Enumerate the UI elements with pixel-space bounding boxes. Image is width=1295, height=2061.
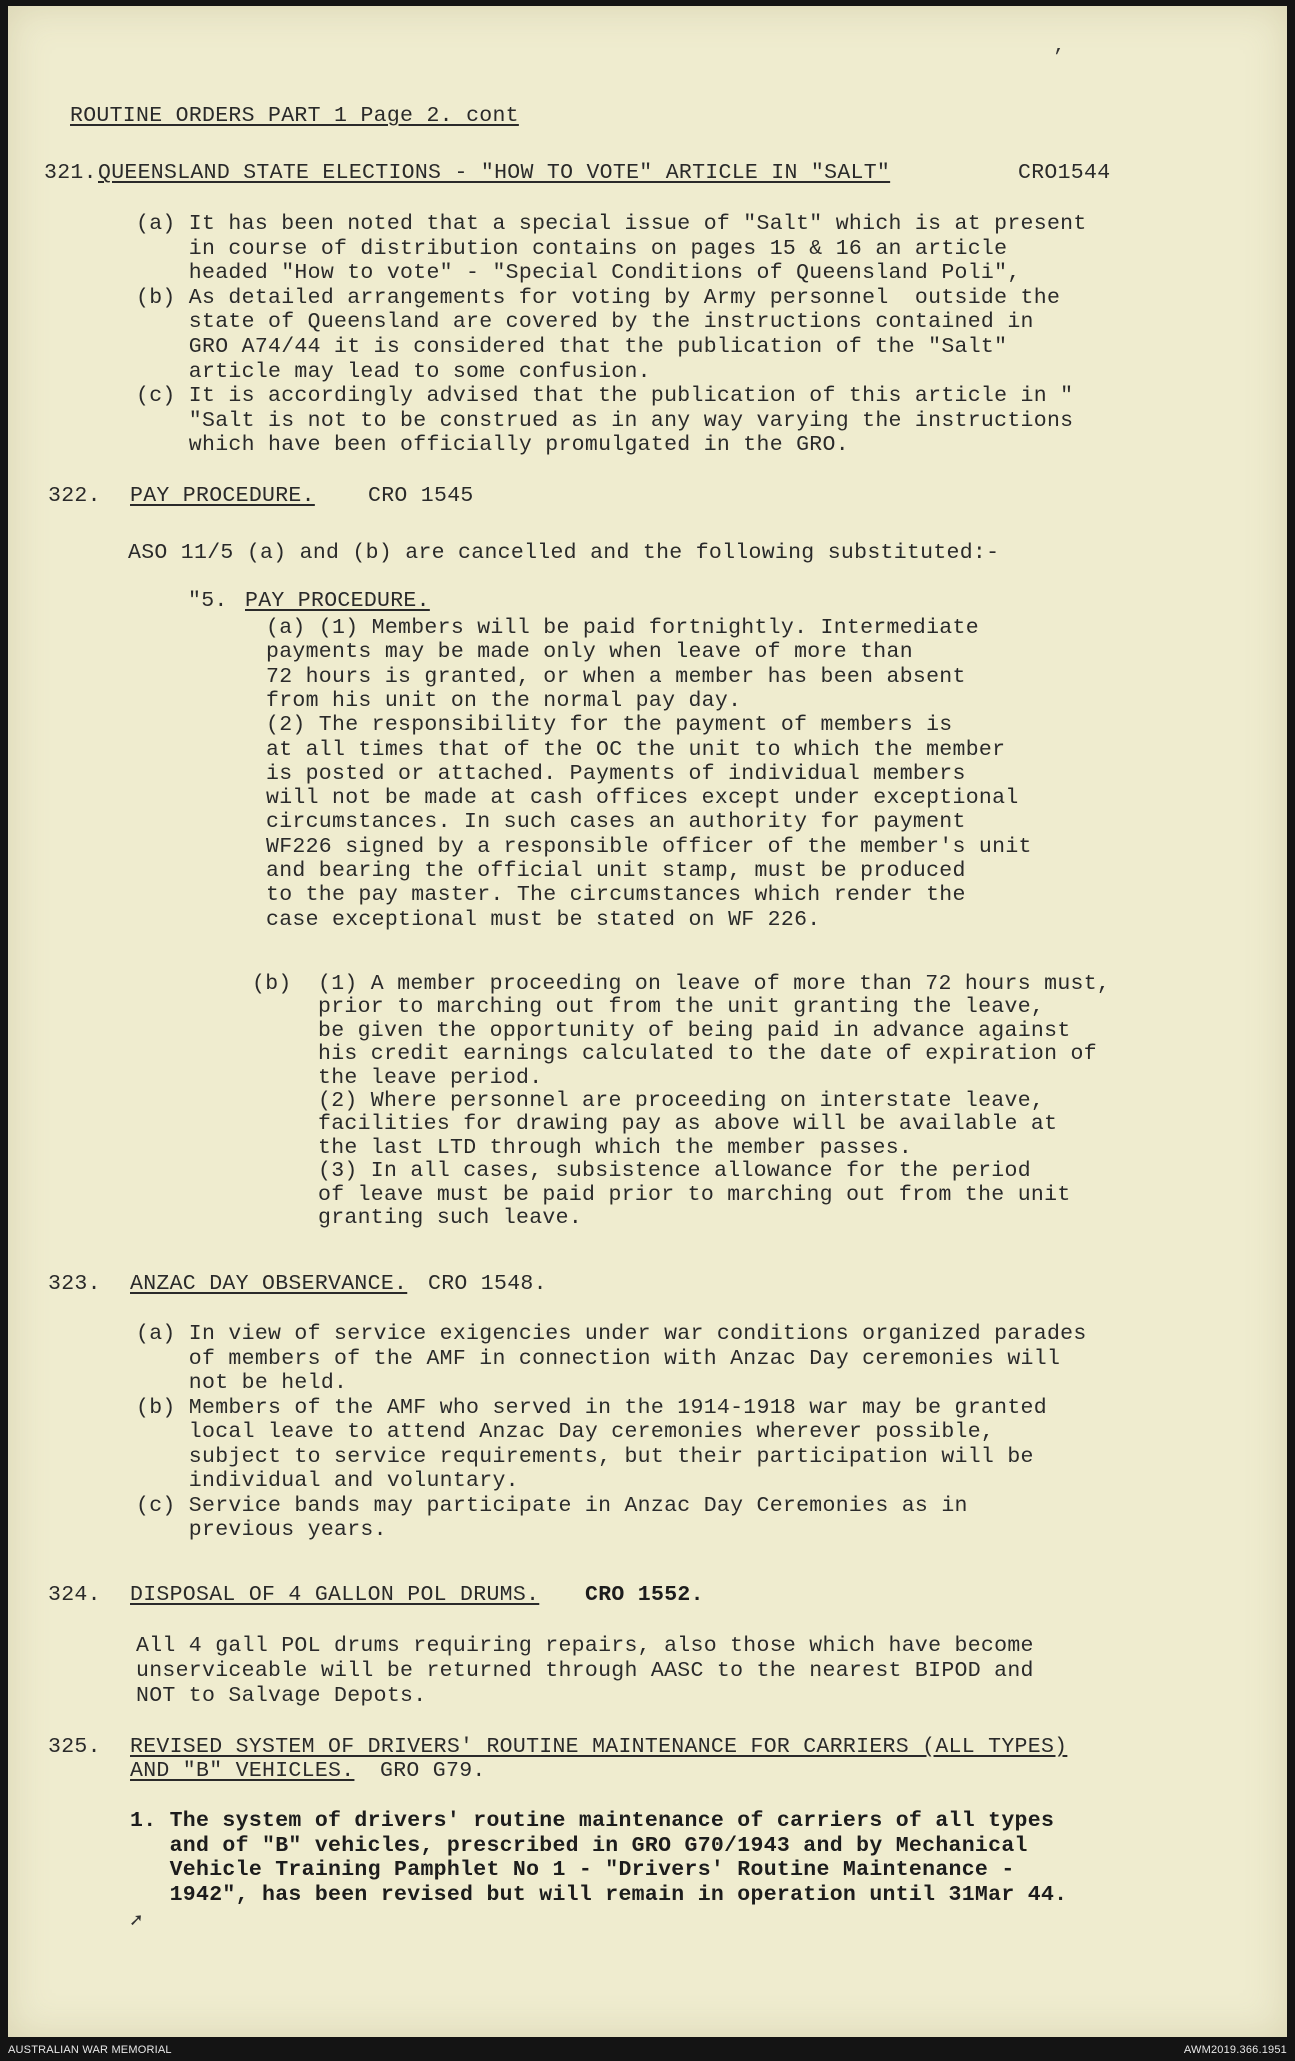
text-line: (2) Where personnel are proceeding on interstate leave, bbox=[318, 1089, 1045, 1113]
text-line: (c) It is accordingly advised that the publication of this article in " bbox=[136, 384, 1074, 409]
text-line: which have been officially promulgated in the GRO. bbox=[136, 433, 849, 458]
section-321-ref: CRO1544 bbox=[1018, 161, 1111, 185]
section-324-number: 324. bbox=[48, 1583, 101, 1607]
text-line: prior to marching out from the unit granting the leave, bbox=[318, 995, 1045, 1020]
text-line: payments may be made only when leave of more than bbox=[266, 640, 913, 665]
section-321-heading: QUEENSLAND STATE ELECTIONS - "HOW TO VOTE" ARTICLE IN "SALT" bbox=[98, 161, 891, 185]
text-line: (a) It has been noted that a special issue of "Salt" which is at present bbox=[136, 212, 1087, 236]
text-line: unserviceable will be returned through AASC to the nearest BIPOD and bbox=[136, 1659, 1034, 1683]
text-line: previous years. bbox=[136, 1518, 387, 1542]
text-line: GRO A74/44 it is considered that the publication of the "Salt" bbox=[136, 335, 1008, 359]
text-line: (b) As detailed arrangements for voting by Army personnel outside the bbox=[136, 285, 1061, 310]
text-line: of members of the AMF in connection with Anzac Day ceremonies will bbox=[136, 1346, 1061, 1371]
text-line: (3) In all cases, subsistence allowance for the period bbox=[318, 1159, 1031, 1184]
text-line: circumstances. In such cases an authority for payment bbox=[266, 810, 966, 835]
text-line: Vehicle Training Pamphlet No 1 - "Drivers' Routine Maintenance - bbox=[130, 1858, 1015, 1882]
text-line: 72 hours is granted, or when a member has been absent bbox=[266, 664, 966, 689]
document-page bbox=[8, 6, 1287, 2037]
text-line: in course of distribution contains on pages 15 & 16 an article bbox=[136, 236, 1008, 261]
section-323-number: 323. bbox=[48, 1272, 101, 1296]
text-line: 1942", has been revised but will remain in operation until 31Mar 44. bbox=[130, 1882, 1068, 1907]
text-line: (c) Service bands may participate in Anzac Day Ceremonies as in bbox=[136, 1493, 968, 1518]
text-line: local leave to attend Anzac Day ceremonies wherever possible, bbox=[136, 1420, 995, 1444]
text-line: the last LTD through which the member passes. bbox=[318, 1135, 913, 1160]
text-line: (2) The responsibility for the payment of members is bbox=[266, 713, 953, 738]
text-line: All 4 gall POL drums requiring repairs, also those which have become bbox=[136, 1634, 1034, 1658]
text-line: and of "B" vehicles, prescribed in GRO G70/1943 and by Mechanical bbox=[130, 1833, 1028, 1858]
section-325-ref: GRO G79. bbox=[380, 1759, 486, 1783]
text-line: (1) A member proceeding on leave of more than 72 hours must, bbox=[318, 972, 1111, 996]
section-325-number: 325. bbox=[48, 1735, 101, 1759]
text-line: article may lead to some confusion. bbox=[136, 359, 651, 384]
text-line: 1. The system of drivers' routine maintenance of carriers of all types bbox=[130, 1809, 1055, 1833]
text-line: individual and voluntary. bbox=[136, 1469, 519, 1493]
text-line: case exceptional must be stated on WF 226. bbox=[266, 907, 821, 932]
text-line: (b) Members of the AMF who served in the 1914-1918 war may be granted bbox=[136, 1395, 1047, 1420]
text-line: state of Queensland are covered by the instructions contained in bbox=[136, 310, 1034, 335]
ink-mark: ’ bbox=[1052, 47, 1065, 70]
text-line: is posted or attached. Payments of individual members bbox=[266, 761, 966, 786]
text-line: of leave must be paid prior to marching out from the unit bbox=[318, 1182, 1071, 1207]
footer-accession-number: AWM2019.366.1951 bbox=[1183, 2044, 1287, 2056]
text-line: subject to service requirements, but their participation will be bbox=[136, 1444, 1034, 1469]
text-line: be given the opportunity of being paid in advance against bbox=[318, 1018, 1071, 1043]
text-line: (a) (1) Members will be paid fortnightly. Intermediate bbox=[266, 616, 979, 640]
text-line: granting such leave. bbox=[318, 1206, 583, 1230]
text-line: and bearing the official unit stamp, must be produced bbox=[266, 859, 966, 883]
text-line: headed "How to vote" - "Special Conditions of Queensland Poli", bbox=[136, 261, 1021, 286]
subsection-5-number: "5. bbox=[188, 589, 228, 613]
text-line: not be held. bbox=[136, 1371, 348, 1395]
section-323-ref: CRO 1548. bbox=[428, 1272, 547, 1296]
pencil-mark: ➚ bbox=[130, 1911, 143, 1934]
section-322-ref: CRO 1545 bbox=[368, 484, 474, 508]
section-325-heading-line-2: AND "B" VEHICLES. bbox=[130, 1759, 355, 1783]
page-header: ROUTINE ORDERS PART 1 Page 2. cont bbox=[70, 104, 519, 128]
subsection-5-heading: PAY PROCEDURE. bbox=[245, 589, 430, 613]
text-line: at all times that of the OC the unit to which the member bbox=[266, 737, 1006, 762]
text-line: facilities for drawing pay as above will be available at bbox=[318, 1112, 1058, 1137]
text-line: the leave period. bbox=[318, 1065, 543, 1090]
section-324-heading: DISPOSAL OF 4 GALLON POL DRUMS. bbox=[130, 1583, 540, 1607]
text-line: from his unit on the normal pay day. bbox=[266, 688, 742, 713]
section-322-intro: ASO 11/5 (a) and (b) are cancelled and the following substituted:- bbox=[128, 541, 1000, 565]
text-line: WF226 signed by a responsible officer of the member's unit bbox=[266, 834, 1032, 859]
section-325-heading-line-1: REVISED SYSTEM OF DRIVERS' ROUTINE MAINTENANCE FOR CARRIERS (ALL TYPES) bbox=[130, 1735, 1068, 1759]
text-line: NOT to Salvage Depots. bbox=[136, 1684, 427, 1708]
text-line: (a) In view of service exigencies under war conditions organized parades bbox=[136, 1322, 1087, 1346]
text-line: "Salt is not to be construed as in any way varying the instructions bbox=[136, 408, 1074, 433]
section-323-heading: ANZAC DAY OBSERVANCE. bbox=[130, 1272, 408, 1296]
section-324-ref: CRO 1552. bbox=[585, 1583, 704, 1607]
section-322-number: 322. bbox=[48, 484, 101, 508]
section-322-heading: PAY PROCEDURE. bbox=[130, 484, 315, 508]
section-321-number: 321. bbox=[44, 161, 97, 185]
text-line: his credit earnings calculated to the date of expiration of bbox=[318, 1042, 1097, 1067]
text-line: to the pay master. The circumstances which render the bbox=[266, 883, 966, 908]
footer-credit: AUSTRALIAN WAR MEMORIAL bbox=[8, 2044, 172, 2056]
pay-procedure-b-label: (b) bbox=[252, 972, 292, 996]
text-line: will not be made at cash offices except under exceptional bbox=[266, 786, 1019, 811]
